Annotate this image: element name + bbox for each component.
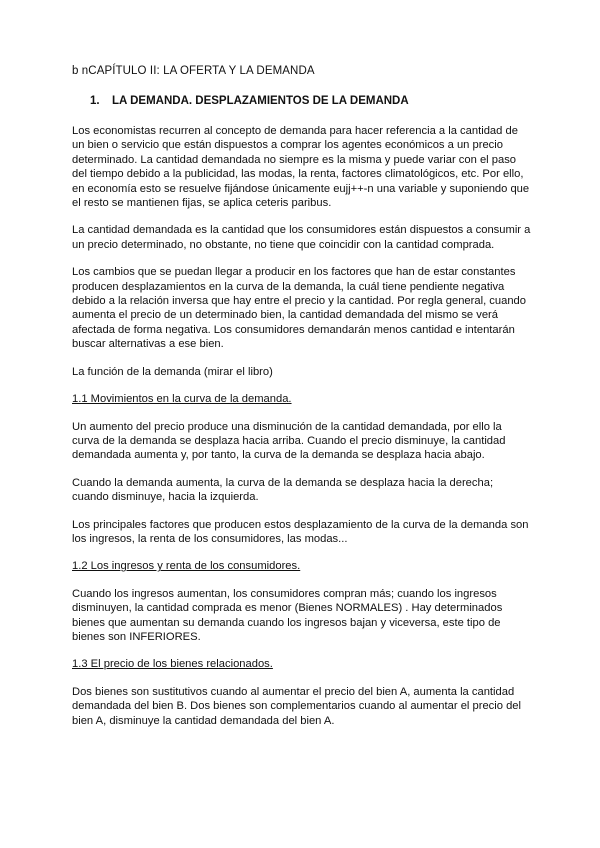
paragraph: Los principales factores que producen estos desplazamiento de la curva de la demanda son los ingresos, la renta de los consumidores, las modas...	[72, 518, 529, 545]
paragraph: La función de la demanda (mirar el libro)	[72, 365, 273, 378]
section-title	[90, 94, 532, 108]
subsection-heading-1-1: 1.1 Movimientos en la curva de la demanda.	[72, 393, 292, 406]
subsection-heading-1-2: 1.2 Los ingresos y renta de los consumidores.	[72, 560, 301, 573]
section-number: 1.	[90, 95, 100, 107]
section-title-text: LA DEMANDA. DESPLAZAMIENTOS DE LA DEMANDA	[112, 95, 409, 107]
paragraph: Cuando los ingresos aumentan, los consumidores compran más; cuando los ingresos disminuyen, la cantidad comprada es menor (Bienes NORMALES) . Hay determinados bienes que aumentan su demanda cuando los ingresos bajan y viceversa, este tipo de bienes son INFERIORES.	[72, 587, 503, 643]
chapter-title: b nCAPÍTULO II: LA OFERTA Y LA DEMANDA	[72, 65, 315, 77]
subsection-heading-1-3: 1.3 El precio de los bienes relacionados.	[72, 658, 273, 671]
paragraph: Dos bienes son sustitutivos cuando al aumentar el precio del bien A, aumenta la cantidad demandada del bien B. Dos bienes son complementarios cuando al aumentar el precio del bien A, disminuye la cantidad demandada del bien A.	[72, 685, 522, 727]
paragraph: Los economistas recurren al concepto de demanda para hacer referencia a la cantidad de un bien o servicio que están dispuestos a comprar los agentes económicos a un precio determinado. La cantidad demandada no siempre es la misma y puede variar con el paso del tiempo debido a la publicidad, las modas, la renta, factores climatológicos, etc. Por ello, en economía esto se resuelve fijándose únicamente eujj++-n una variable y suponiendo que el resto se mantienen fijas, se aplica ceteris paribus.	[72, 125, 530, 210]
paragraph: La cantidad demandada es la cantidad que los consumidores están dispuestos a consumir a un precio determinado, no obstante, no tiene que coincidir con la cantidad comprada.	[72, 224, 531, 251]
paragraph: Un aumento del precio produce una disminución de la cantidad demandada, por ello la curva de la demanda se desplaza hacia arriba. Cuando el precio disminuye, la cantidad demandada aumenta y, por tanto, la curva de la demanda se desplaza hacia abajo.	[72, 420, 506, 462]
document-page	[72, 64, 532, 741]
paragraph: Cuando la demanda aumenta, la curva de la demanda se desplaza hacia la derecha; cuando disminuye, hacia la izquierda.	[72, 476, 494, 504]
paragraph: Los cambios que se puedan llegar a producir en los factores que han de estar constantes producen desplazamientos en la curva de la demanda, la cuál tiene pendiente negativa debido a la relación inversa que hay entre el precio y la cantidad. Por regla general, cuando aumenta el precio de un determinado bien, la cantidad demandada del mismo se verá afectada de forma negativa. Los consumidores demandarán menos cantidad e intentarán buscar alternativas a ese bien.	[72, 266, 527, 351]
